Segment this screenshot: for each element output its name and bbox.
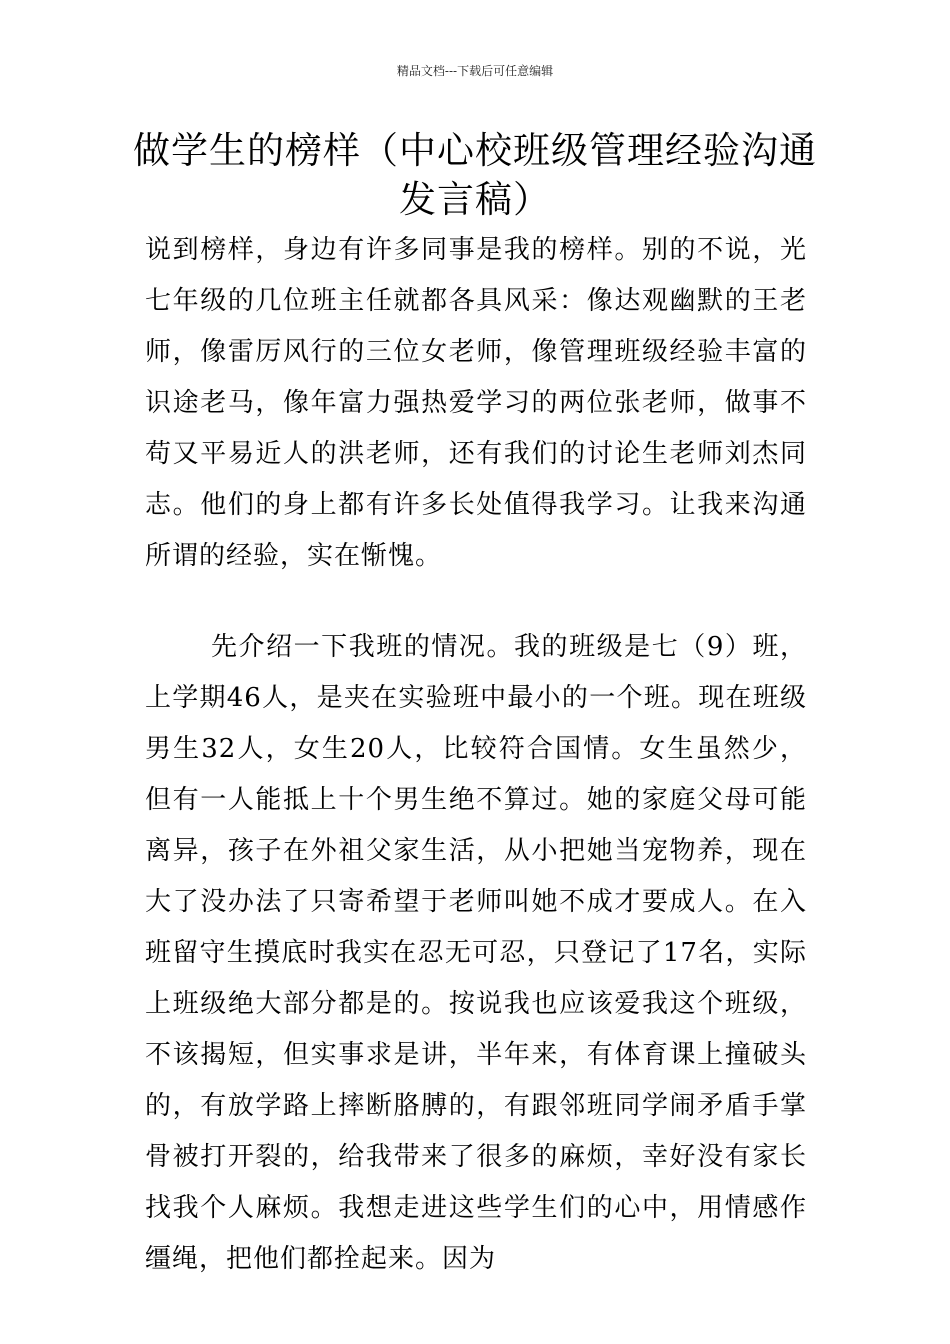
paragraph-class-situation: 先介绍一下我班的情况。我的班级是七（9）班，上学期46人，是夹在实验班中最小的一个班。现在班级男生32人，女生20人，比较符合国情。女生虽然少，但有一人能抵上十个男生绝不算过。她的家庭父母可能离异，孩子在外祖父家生活，从小把她当宠物养，现在大了没办法了只寄希望于老师叫她不成才要成人。在入班留守生摸底时我实在忍无可忍，只登记了17名，实际上班级绝大部分都是的。按说我也应该爱我这个班级，不该揭短，但实事求是讲，半年来，有体育课上撞破头的，有放学路上摔断胳膊的，有跟邻班同学闹矛盾手掌骨被打开裂的，给我带来了很多的麻烦，幸好没有家长找我个人麻烦。我想走进这些学生们的心中，用情感作缰绳，把他们都拴起来。因为 bbox=[145, 632, 807, 1274]
header-note: 精品文档---下载后可任意编辑 bbox=[396, 64, 554, 78]
paragraph-intro: 说到榜样，身边有许多同事是我的榜样。别的不说，光七年级的几位班主任就都各具风采：像达观幽默的王老师，像雷厉风行的三位女老师，像管理班级经验丰富的识途老马，像年富力强热爱学习的两位张老师，做事不苟又平易近人的洪老师，还有我们的讨论生老师刘杰同志。他们的身上都有许多长处值得我学习。让我来沟通所谓的经验，实在惭愧。 bbox=[145, 235, 807, 571]
document-title: 做学生的榜样（中心校班级管理经验沟通发言稿） bbox=[133, 129, 817, 221]
